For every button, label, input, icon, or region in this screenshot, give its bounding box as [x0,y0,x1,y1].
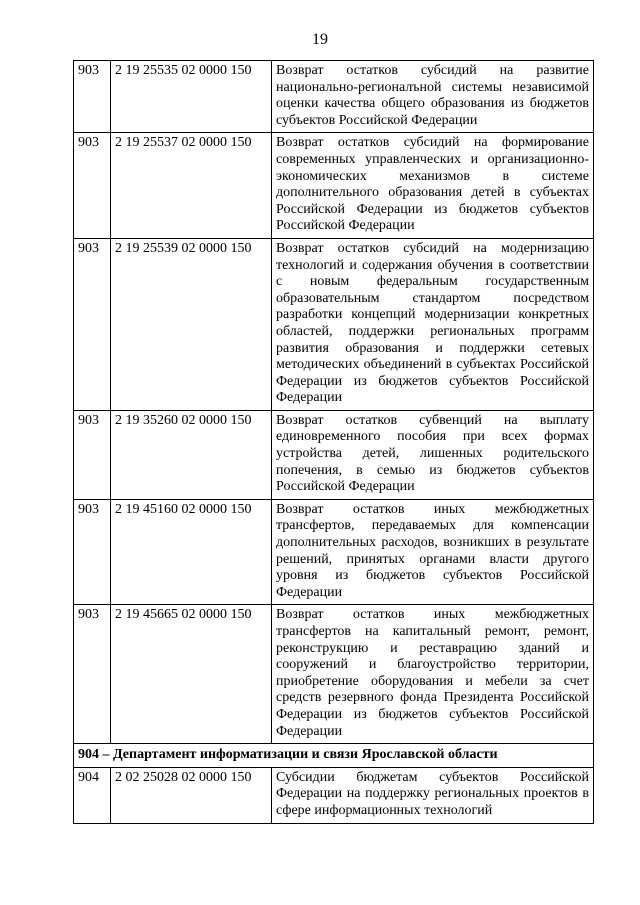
table-row [74,238,594,410]
revenue-name: Возврат остатков субсидий на формирование современных управленческих и организационно-экономических механизмов в системе дополнительного образования детей в субъектах Российской Федерации из бюджетов субъектов Российской Федерации [272,133,594,239]
budget-code: 2 19 45665 02 0000 150 [111,605,272,744]
admin-code: 903 [74,499,111,605]
admin-code: 903 [74,410,111,499]
table-row [74,61,594,133]
admin-code: 903 [74,61,111,133]
budget-code: 2 19 25537 02 0000 150 [111,133,272,239]
table-row [74,767,594,823]
table-row [74,133,594,239]
budget-code: 2 19 45160 02 0000 150 [111,499,272,605]
table-row [74,410,594,499]
budget-code: 2 19 25539 02 0000 150 [111,238,272,410]
budget-code: 2 19 25535 02 0000 150 [111,61,272,133]
revenue-name: Субсидии бюджетам субъектов Российской Федерации на поддержку региональных проектов в сфере информационных технологий [272,767,594,823]
admin-code: 904 [74,767,111,823]
admin-code: 903 [74,238,111,410]
revenue-name: Возврат остатков субсидий на модернизацию технологий и содержания обучения в соответствии с новым федеральным государственным образовательным стандартом посредством разработки концепций модернизации конкретных областей, поддержки региональных программ развития образования и поддержки сетевых методических объединений в субъектах Российской Федерации из бюджетов субъектов Российской Федерации [272,238,594,410]
section-header-row [74,744,594,768]
table-row [74,605,594,744]
table-row [74,499,594,605]
admin-code: 903 [74,605,111,744]
revenue-name: Возврат остатков субвенций на выплату единовременного пособия при всех формах устройства детей, лишенных родительского попечения, в семью из бюджетов субъектов Российской Федерации [272,410,594,499]
budget-code: 2 19 35260 02 0000 150 [111,410,272,499]
budget-code: 2 02 25028 02 0000 150 [111,767,272,823]
revenue-name: Возврат остатков иных межбюджетных трансфертов на капитальный ремонт, ремонт, реконструкцию и реставрацию зданий и сооружений и благоустройство территории, приобретение оборудования и мебели за счет средств резервного фонда Президента Российской Федерации из бюджетов субъектов Российской Федерации [272,605,594,744]
page-number: 19 [312,31,328,48]
revenue-name: Возврат остатков субсидий на развитие национально-регионалъной системы независимой оценки качества общего образования из бюджетов субъектов Российской Федерации [272,61,594,133]
budget-classification-table [73,60,594,824]
admin-code: 903 [74,133,111,239]
revenue-name: Возврат остатков иных межбюджетных трансфертов, передаваемых для компенсации дополнительных расходов, возникших в результате решений, принятых органами власти другого уровня из бюджетов субъектов Российской Федерации [272,499,594,605]
section-title: 904 – Департамент информатизации и связи Ярославской области [74,744,594,768]
